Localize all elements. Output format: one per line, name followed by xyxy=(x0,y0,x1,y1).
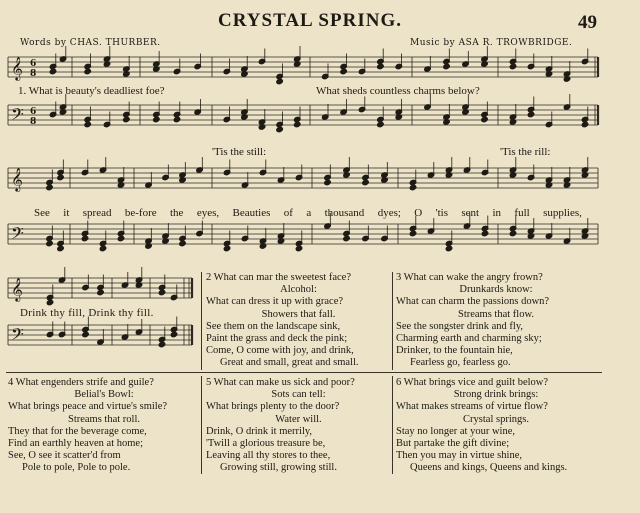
verse-line: Find an earthly heaven at home; xyxy=(8,438,143,450)
note-head xyxy=(84,68,91,74)
verse-line: Come, O come with joy, and drink, xyxy=(206,345,354,357)
note-head xyxy=(99,245,106,251)
verse-line: Leaving all thy stores to thee, xyxy=(206,450,331,462)
note-head xyxy=(481,116,488,122)
note-head xyxy=(445,245,452,251)
clef-icon: 𝄞 xyxy=(11,167,23,191)
clef-icon: 𝄢 xyxy=(11,104,24,128)
verse-line: See the songster drink and fly, xyxy=(396,320,524,332)
note-head xyxy=(158,289,165,295)
verse-line: Then you may in virtue shine, xyxy=(396,450,522,462)
note-head xyxy=(340,68,347,74)
verse-line: Great and small, great and small. xyxy=(220,357,359,369)
note-head xyxy=(276,126,283,132)
lyric-word: the xyxy=(170,207,184,219)
verse-line: They that for the beverage come, xyxy=(8,425,147,437)
verse-line: 5 What can make us sick and poor? xyxy=(206,377,355,388)
verse-line: Drink, O drink it merrily, xyxy=(206,425,313,437)
note-head xyxy=(343,235,350,241)
lyric-word: supplies, xyxy=(543,207,582,219)
system1-lyric-right: What sheds countless charms below? xyxy=(316,85,480,97)
verse-line: But partake the gift divine; xyxy=(396,438,510,450)
verse-line: 4 What engenders strife and guile? xyxy=(8,377,154,388)
note-head xyxy=(481,230,488,236)
verse-line: Belial's Bowl: xyxy=(74,389,134,401)
system1-response-left: 'Tis the still: xyxy=(212,146,267,158)
verse-6 xyxy=(396,377,596,475)
lyric-word: a xyxy=(306,207,312,219)
verse-line: Queens and kings, Queens and kings. xyxy=(410,462,568,474)
column-divider xyxy=(201,272,202,370)
note-head xyxy=(46,299,53,305)
note-head xyxy=(81,235,88,241)
verse-5 xyxy=(206,377,391,475)
verse-line: Paint the grass and deck the pink; xyxy=(206,333,348,345)
verse-line: What makes streams of virtue flow? xyxy=(396,401,548,413)
lyric-word: of xyxy=(283,207,293,219)
note-head xyxy=(46,240,53,246)
section-divider xyxy=(6,372,602,373)
note-head xyxy=(158,341,165,347)
lyric-word: sent xyxy=(461,207,480,219)
note-head xyxy=(170,331,177,337)
verse-line: Showers that fall. xyxy=(261,308,336,320)
column-divider xyxy=(201,376,202,474)
verse-line: See them on the landscape sink, xyxy=(206,320,341,332)
note-head xyxy=(173,116,180,122)
verse-line: Crystal springs. xyxy=(463,413,529,425)
music-staff xyxy=(8,168,598,188)
clef-icon: 𝄞 xyxy=(11,56,23,80)
lyric-word: full xyxy=(514,207,530,219)
note-head xyxy=(377,121,384,127)
note-head xyxy=(324,179,331,185)
verse-line: See, O see it scatter'd from xyxy=(8,450,121,462)
system3-lyric: Drink thy fill, Drink thy fill. xyxy=(20,307,154,319)
verse-line: Stay no longer at your wine, xyxy=(396,425,515,437)
verse-line: Charming earth and charming sky; xyxy=(396,333,542,345)
note-head xyxy=(276,78,283,84)
verse-line: What can dress it up with grace? xyxy=(206,296,344,308)
note-head xyxy=(57,245,64,251)
note-head xyxy=(362,179,369,185)
note-head xyxy=(581,121,588,127)
verse-3 xyxy=(396,272,596,370)
note-head xyxy=(82,331,89,337)
verse-line: Drunkards know: xyxy=(459,284,533,296)
lyric-word: thousand xyxy=(324,207,365,219)
note-head xyxy=(123,116,130,122)
clef-icon: 𝄞 xyxy=(11,277,23,301)
lyric-word: 'tis xyxy=(435,207,448,219)
note-head xyxy=(57,174,64,180)
song-title: CRYSTAL SPRING. xyxy=(218,10,402,31)
verse-line: Fearless go, fearless go. xyxy=(410,357,511,369)
system1-lyric-left: 1. What is beauty's deadliest foe? xyxy=(18,85,165,97)
verse-line: 3 What can wake the angry frown? xyxy=(396,272,543,283)
verse-4 xyxy=(8,377,200,475)
time-signature: 6 xyxy=(30,107,37,117)
note-head xyxy=(527,111,534,117)
note-head xyxy=(84,121,91,127)
verse-line: Drinker, to the fountain hie, xyxy=(396,345,513,357)
clef-icon: 𝄢 xyxy=(11,223,24,247)
note-head xyxy=(377,63,384,69)
verse-line: Streams that roll. xyxy=(67,413,141,425)
page-number: 49 xyxy=(578,12,597,33)
lyric-word: spread xyxy=(82,207,112,219)
note-head xyxy=(46,184,53,190)
time-signature: 8 xyxy=(30,117,37,127)
column-divider xyxy=(392,376,393,474)
verse-2 xyxy=(206,272,391,370)
verse-line: 6 What brings vice and guilt below? xyxy=(396,377,549,388)
verse-line: What brings plenty to the door? xyxy=(206,401,340,413)
lyric-word: dyes; xyxy=(377,207,401,219)
column-divider xyxy=(392,272,393,370)
verse-line: Alcohol: xyxy=(280,284,317,296)
verse-line: What can charm the passions down? xyxy=(396,296,550,308)
note-head xyxy=(179,240,186,246)
music-credit: Music by ASA R. TROWBRIDGE. xyxy=(410,38,573,48)
note-head xyxy=(509,63,516,69)
time-signature: 6 xyxy=(30,59,37,69)
lyric-word: Beauties xyxy=(232,207,271,219)
note-head xyxy=(443,63,450,69)
lyric-word: be-fore xyxy=(124,207,157,219)
note-head xyxy=(409,184,416,190)
lyric-word: eyes, xyxy=(196,207,220,219)
lyric-word: it xyxy=(63,207,70,219)
lyric-word: See xyxy=(34,207,50,219)
verse-line: What brings peace and virtue's smile? xyxy=(8,401,168,413)
verse-line: Streams that flow. xyxy=(457,308,534,320)
note-head xyxy=(117,235,124,241)
system1-response-right: 'Tis the rill: xyxy=(500,146,551,158)
verse-line: Strong drink brings: xyxy=(453,389,539,401)
note-head xyxy=(97,289,104,295)
lyric-word: O xyxy=(414,207,423,219)
note-head xyxy=(49,68,56,74)
verse-line: Sots can tell: xyxy=(271,389,326,401)
verse-line: Water will. xyxy=(275,413,322,425)
note-head xyxy=(409,230,416,236)
verse-line: Pole to pole, Pole to pole. xyxy=(22,462,131,474)
time-signature: 8 xyxy=(30,69,37,79)
words-credit: Words by CHAS. THURBER. xyxy=(20,38,161,48)
note-head xyxy=(294,121,301,127)
system2-lyric xyxy=(34,207,582,219)
lyric-word: in xyxy=(492,207,502,219)
note-head xyxy=(223,245,230,251)
verse-line: 'Twill a glorious treasure be, xyxy=(206,438,326,450)
verse-line: Growing still, growing still. xyxy=(220,462,337,474)
note-head xyxy=(509,230,516,236)
clef-icon: 𝄢 xyxy=(11,324,24,348)
note-head xyxy=(153,116,160,122)
verse-line: 2 What can mar the sweetest face? xyxy=(206,272,351,283)
note-head xyxy=(295,245,302,251)
